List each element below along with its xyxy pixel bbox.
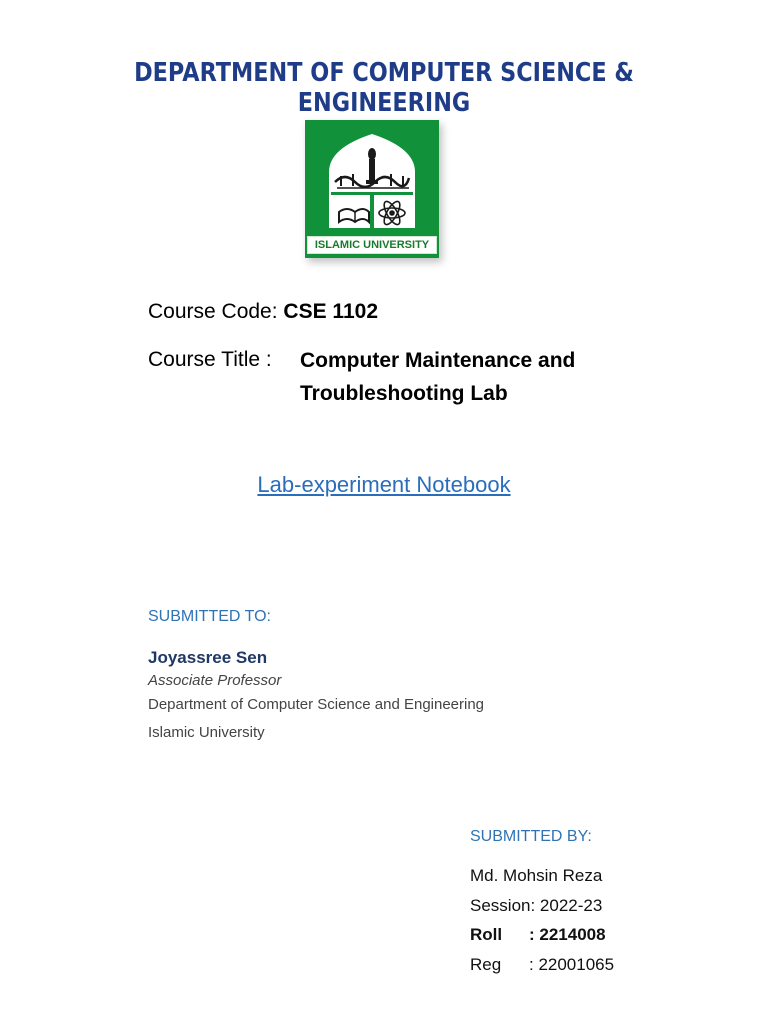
course-code-label: Course Code:: [148, 300, 278, 323]
student-session: Session: 2022-23: [470, 896, 603, 915]
department-heading: DEPARTMENT OF COMPUTER SCIENCE & ENGINEERING: [134, 58, 634, 118]
course-title-value: [300, 344, 575, 410]
logo-banner-text: ISLAMIC UNIVERSITY: [307, 236, 437, 254]
submitted-by-label: SUBMITTED BY:: [470, 828, 592, 845]
student-roll-label: Roll: [470, 925, 503, 944]
course-code-value: CSE 1102: [283, 300, 378, 323]
supervisor-university: Islamic University: [148, 724, 265, 741]
course-code-line: [148, 300, 378, 324]
supervisor-designation: Associate Professor: [148, 672, 282, 689]
student-reg-value: : 22001065: [529, 955, 615, 974]
student-reg-label: Reg: [470, 955, 502, 974]
student-name: Md. Mohsin Reza: [470, 866, 603, 885]
student-roll-value: : 2214008: [529, 925, 606, 944]
supervisor-name: Joyassree Sen: [148, 648, 268, 667]
course-title-line-2: Troubleshooting Lab: [300, 382, 508, 405]
course-title-line-1: Computer Maintenance and: [300, 349, 576, 372]
submitted-to-label: SUBMITTED TO:: [148, 608, 271, 625]
supervisor-department: Department of Computer Science and Engineering: [148, 696, 485, 713]
lab-notebook-link[interactable]: Lab-experiment Notebook: [257, 472, 511, 497]
course-title-label: Course Title :: [148, 348, 272, 371]
university-logo: [305, 120, 439, 258]
